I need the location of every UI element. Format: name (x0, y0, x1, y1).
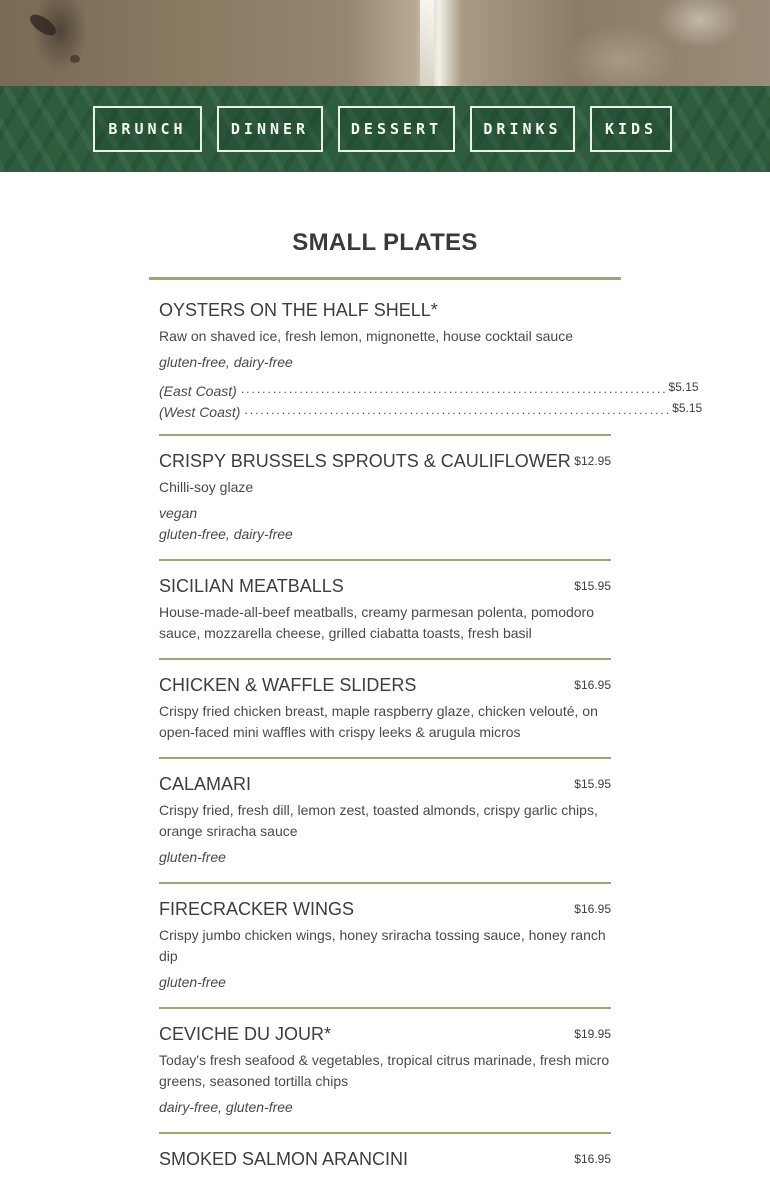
variant-row (159, 378, 699, 399)
menu-item-header (159, 773, 611, 795)
variant-price: $5.15 (672, 401, 703, 415)
hero-image (0, 0, 770, 86)
menu-item (159, 299, 703, 436)
menu-item-price: $12.95 (574, 454, 611, 468)
variant-row (159, 399, 703, 420)
nav-drinks-button[interactable]: DRINKS (470, 106, 575, 152)
dietary-tag: gluten-free (159, 849, 226, 865)
dietary-tag: gluten-free, dairy-free (159, 526, 293, 542)
menu-item-description: Crispy jumbo chicken wings, honey sriracha tossing sauce, honey ranch dip (159, 927, 606, 964)
menu-item-name: CHICKEN & WAFFLE SLIDERS (159, 675, 417, 695)
menu-item-dietary-tags (159, 972, 611, 993)
hero-shadow (70, 55, 80, 63)
menu-item (159, 1023, 611, 1134)
menu-item-price: $16.95 (574, 1152, 611, 1166)
menu-item-name: SMOKED SALMON ARANCINI (159, 1149, 409, 1169)
menu-item-description: Chilli-soy glaze (159, 479, 254, 495)
menu-item-price: $15.95 (574, 579, 611, 593)
menu-item (159, 773, 611, 884)
dot-leader: ................................................................................ (240, 382, 668, 396)
menu-item-name: CALAMARI (159, 774, 252, 794)
menu-category-nav (0, 86, 770, 172)
menu-item-variants (159, 378, 703, 420)
menu-list (159, 299, 703, 1198)
menu-item-name: CEVICHE DU JOUR* (159, 1024, 332, 1044)
menu-item-name: OYSTERS ON THE HALF SHELL* (159, 300, 438, 320)
dietary-tag: gluten-free (159, 974, 226, 990)
menu-item-header (159, 1148, 611, 1170)
menu-item (159, 898, 611, 1009)
menu-item-header (159, 1023, 611, 1045)
menu-item-price: $15.95 (574, 777, 611, 791)
hero-shadow (27, 11, 60, 40)
menu-item (159, 674, 611, 759)
nav-kids-button[interactable]: KIDS (590, 106, 672, 152)
menu-item-dietary-tags (159, 1097, 611, 1118)
menu-item-description: Crispy fried chicken breast, maple raspberry glaze, chicken velouté, on open-faced mini waffles with crispy leeks & arugula micros (159, 703, 598, 740)
menu-item-header (159, 450, 611, 472)
menu-item-name: FIRECRACKER WINGS (159, 899, 355, 919)
menu-item-description: House-made-all-beef meatballs, creamy parmesan polenta, pomodoro sauce, mozzarella cheese, grilled ciabatta toasts, fresh basil (159, 604, 594, 641)
dietary-tag: gluten-free, dairy-free (159, 354, 293, 370)
menu-item (159, 575, 611, 660)
menu-item-description: Raw on shaved ice, fresh lemon, mignonette, house cocktail sauce (159, 328, 574, 344)
menu-item (159, 450, 611, 561)
menu-item-header (159, 674, 611, 696)
menu-item-price: $16.95 (574, 678, 611, 692)
menu-item-name: SICILIAN MEATBALLS (159, 576, 344, 596)
variant-label: (East Coast) (159, 383, 237, 399)
nav-brunch-button[interactable]: BRUNCH (93, 106, 202, 152)
variant-label: (West Coast) (159, 404, 241, 420)
menu-item-description: Today's fresh seafood & vegetables, tropical citrus marinade, fresh micro greens, seasoned tortilla chips (159, 1052, 610, 1089)
menu-item-description: Crispy fried, fresh dill, lemon zest, toasted almonds, crispy garlic chips, orange sriracha sauce (159, 802, 598, 839)
menu-item-header (159, 898, 611, 920)
variant-price: $5.15 (668, 380, 699, 394)
nav-dinner-button[interactable]: DINNER (217, 106, 323, 152)
hero-highlight (420, 0, 434, 86)
dietary-tag: dairy-free, gluten-free (159, 1099, 293, 1115)
dietary-tag: vegan (159, 505, 198, 521)
menu-item-dietary-tags (159, 352, 611, 373)
section-divider (149, 277, 621, 280)
menu-item-price: $16.95 (574, 902, 611, 916)
menu-item (159, 1148, 611, 1184)
menu-item-name: CRISPY BRUSSELS SPROUTS & CAULIFLOWER (159, 451, 571, 471)
menu-item-dietary-tags (159, 847, 611, 868)
dot-leader: ................................................................................ (244, 403, 672, 417)
section-title: SMALL PLATES (292, 229, 478, 256)
menu-item-header (159, 299, 611, 321)
menu-item-dietary-tags (159, 503, 611, 545)
menu-item-price: $19.95 (574, 1027, 611, 1041)
nav-dessert-button[interactable]: DESSERT (338, 106, 455, 152)
menu-item-header (159, 575, 611, 597)
